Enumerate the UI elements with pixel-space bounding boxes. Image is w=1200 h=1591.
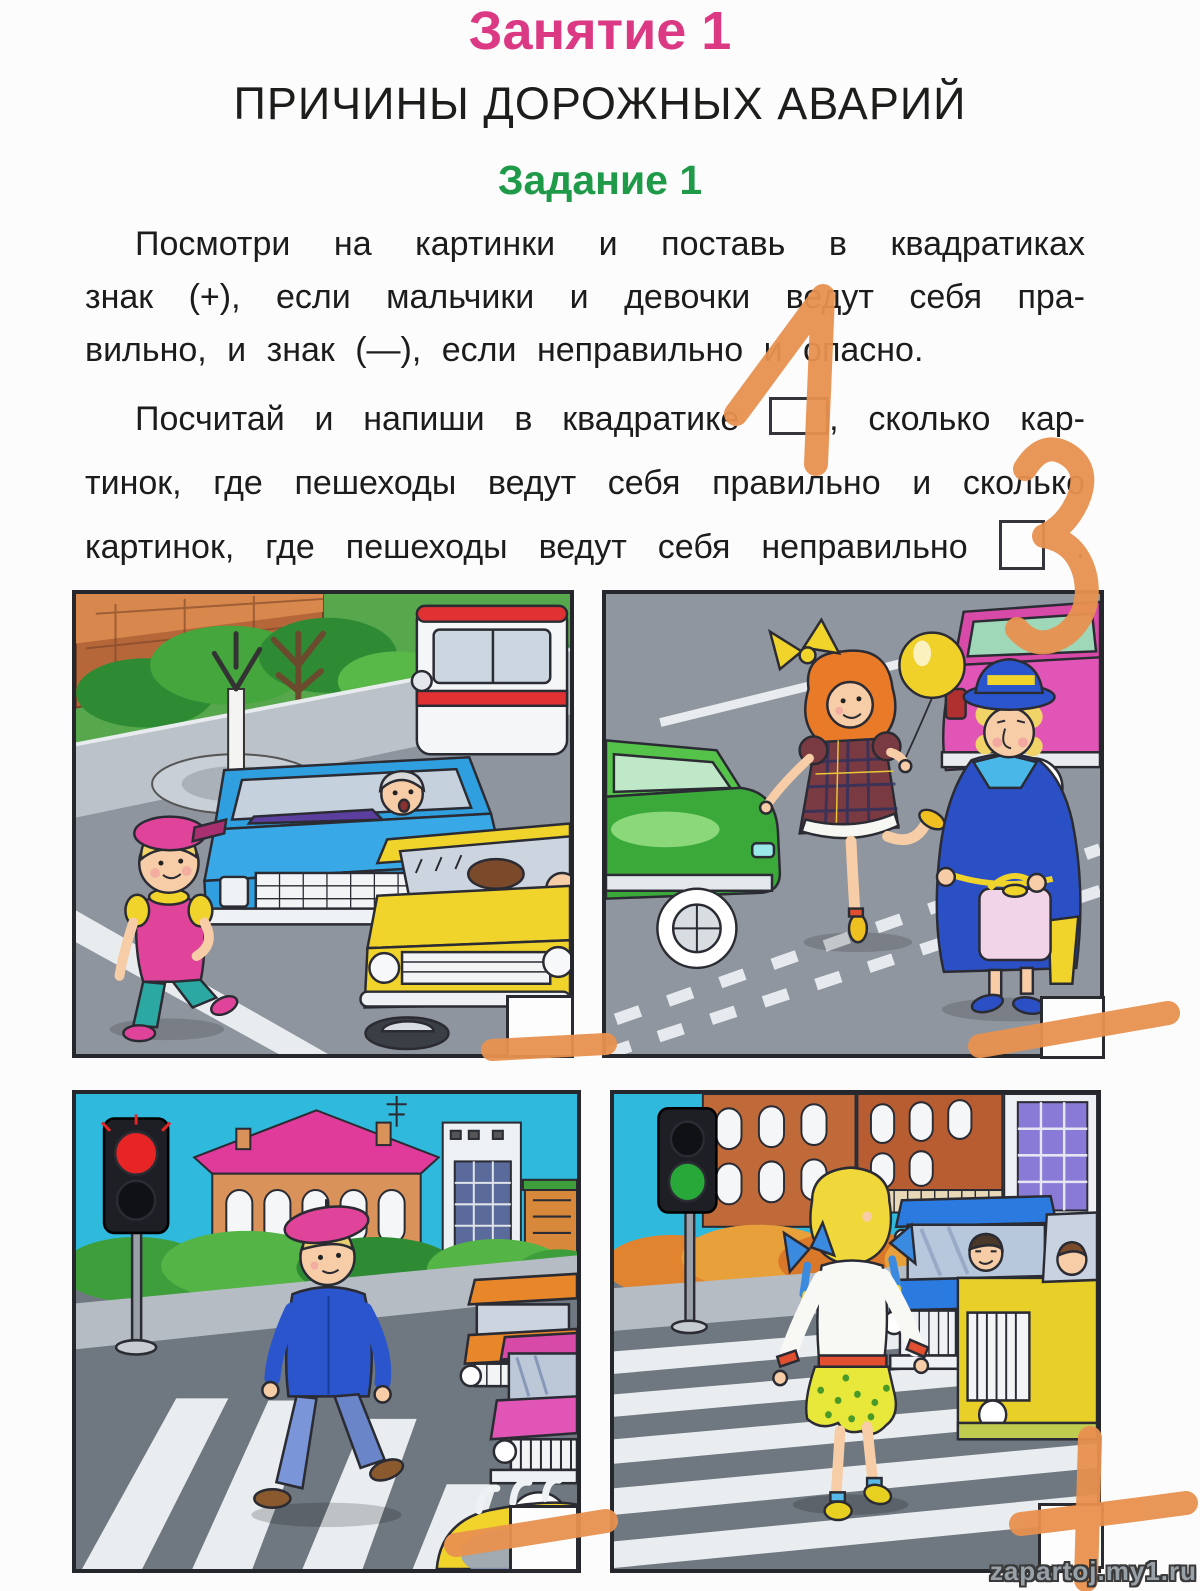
instruction-line: картинок, где пешеходы ведут себя неправильно .	[85, 515, 1085, 579]
watermark: zapartoj.my1.ru	[989, 1556, 1197, 1586]
handbag	[979, 889, 1050, 960]
instruction-line: Посмотри на картинки и поставь в квадратиках	[135, 225, 1085, 263]
page-title: ПРИЧИНЫ ДОРОЖНЫХ АВАРИЙ	[233, 78, 967, 129]
instruction-line: Посчитай и напиши в квадратике , сколько кар-	[85, 387, 1085, 451]
instructions	[85, 218, 1085, 579]
red-lamp	[115, 1132, 157, 1175]
instruction-line: вильно, и знак (—), если неправильно и опасно.	[85, 331, 924, 369]
answer-square-inline-correct	[769, 397, 829, 435]
instruction-paragraph-1	[85, 218, 1085, 377]
instruction-line: тинок, где пешеходы ведут себя правильно и сколько	[85, 464, 1085, 502]
picture-3	[72, 1090, 581, 1573]
picture-2	[602, 590, 1104, 1058]
instruction-paragraph-2	[85, 387, 1085, 579]
answer-box-3	[509, 1505, 579, 1572]
lesson-title: Занятие 1	[468, 1, 732, 61]
green-lamp	[669, 1162, 706, 1201]
balloon	[899, 633, 964, 698]
answer-box-1	[506, 995, 574, 1058]
task-title: Задание 1	[497, 157, 703, 203]
answer-square-inline-incorrect	[999, 520, 1045, 570]
polka-dot-skirt	[806, 1367, 896, 1434]
ambulance	[412, 606, 567, 754]
picture-4	[610, 1090, 1101, 1573]
picture-1	[72, 590, 574, 1058]
instruction-line: знак (+), если мальчики и девочки ведут себя пра-	[85, 278, 1085, 316]
answer-box-2	[1040, 996, 1105, 1059]
